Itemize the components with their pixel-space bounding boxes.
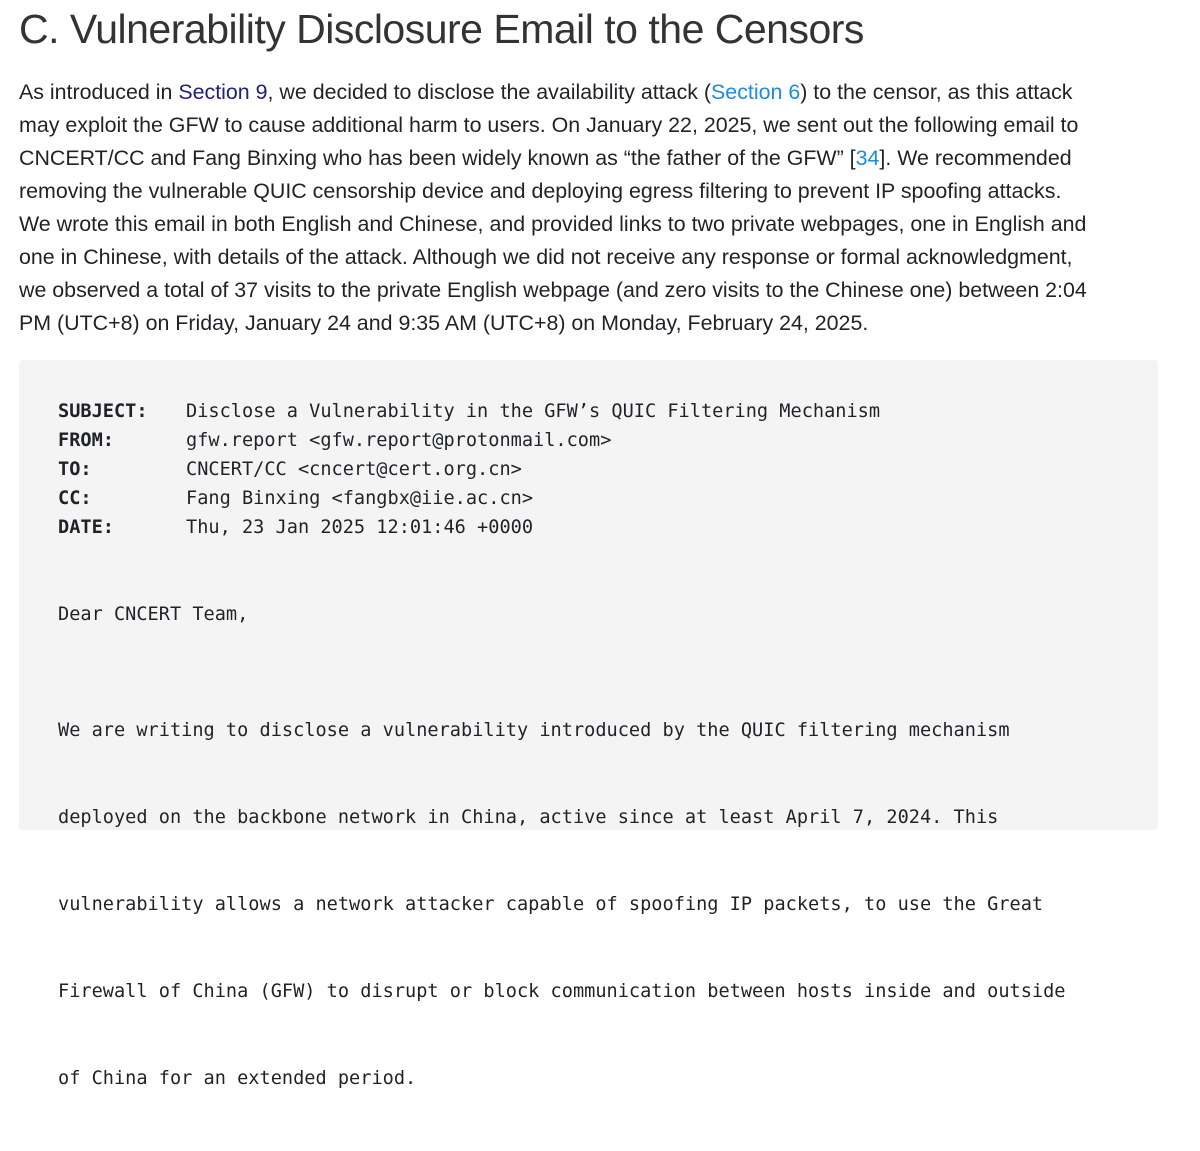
intro-paragraph xyxy=(19,76,1159,340)
email-greeting: Dear CNCERT Team, xyxy=(58,604,249,625)
email-body-line: deployed on the backbone network in China, active since at least April 7, 2024. This xyxy=(58,807,999,828)
header-value: CNCERT/CC <cncert@cert.org.cn> xyxy=(186,459,522,480)
email-body xyxy=(58,658,1066,1151)
section-6-link[interactable]: Section 6 xyxy=(711,80,801,104)
email-body-line: vulnerability allows a network attacker capable of spoofing IP packets, to use the Great xyxy=(58,894,1044,915)
paragraph-line xyxy=(19,76,1159,109)
header-value: gfw.report <gfw.report@protonmail.com> xyxy=(186,430,612,451)
paragraph-line: we observed a total of 37 visits to the private English webpage (and zero visits to the Chinese one) between 2:04 xyxy=(19,278,1087,302)
paragraph-line xyxy=(19,142,1159,175)
paragraph-text: CNCERT/CC and Fang Binxing who has been widely known as “the father of the GFW” [ xyxy=(19,146,856,170)
email-code-block xyxy=(19,360,1158,1089)
section-9-link[interactable]: Section 9 xyxy=(178,80,268,104)
header-value: Fang Binxing <fangbx@iie.ac.cn> xyxy=(186,488,534,509)
paragraph-text: ) to the censor, as this attack xyxy=(800,80,1073,104)
paragraph-line: removing the vulnerable QUIC censorship device and deploying egress filtering to prevent IP spoofing attacks. xyxy=(19,179,1062,203)
email-body-line: We are writing to disclose a vulnerability introduced by the QUIC filtering mechanism xyxy=(58,720,1010,741)
header-value: Disclose a Vulnerability in the GFW’s QUIC Filtering Mechanism xyxy=(186,401,881,422)
paragraph-line: We wrote this email in both English and Chinese, and provided links to two private webpages, one in English and xyxy=(19,212,1087,236)
email-body-line: of China for an extended period. xyxy=(58,1068,417,1089)
paragraph-line: may exploit the GFW to cause additional harm to users. On January 22, 2025, we sent out the following email to xyxy=(19,113,1079,137)
header-key: SUBJECT: xyxy=(58,401,148,422)
citation-34-link[interactable]: 34 xyxy=(855,146,880,170)
paragraph-line: PM (UTC+8) on Friday, January 24 and 9:35 AM (UTC+8) on Monday, February 24, 2025. xyxy=(19,311,869,335)
header-key: DATE: xyxy=(58,517,114,538)
paragraph-line: one in Chinese, with details of the attack. Although we did not receive any response or formal acknowledgment, xyxy=(19,245,1073,269)
header-key: TO: xyxy=(58,459,92,480)
header-key: FROM: xyxy=(58,430,114,451)
header-value: Thu, 23 Jan 2025 12:01:46 +0000 xyxy=(186,517,534,538)
paragraph-text: As introduced in xyxy=(19,80,179,104)
section-heading: C. Vulnerability Disclosure Email to the Censors xyxy=(19,6,864,52)
paragraph-text: ]. We recommended xyxy=(879,146,1072,170)
paragraph-text: , we decided to disclose the availability attack ( xyxy=(267,80,712,104)
header-key: CC: xyxy=(58,488,92,509)
email-body-line: Firewall of China (GFW) to disrupt or block communication between hosts inside and outside xyxy=(58,981,1066,1002)
